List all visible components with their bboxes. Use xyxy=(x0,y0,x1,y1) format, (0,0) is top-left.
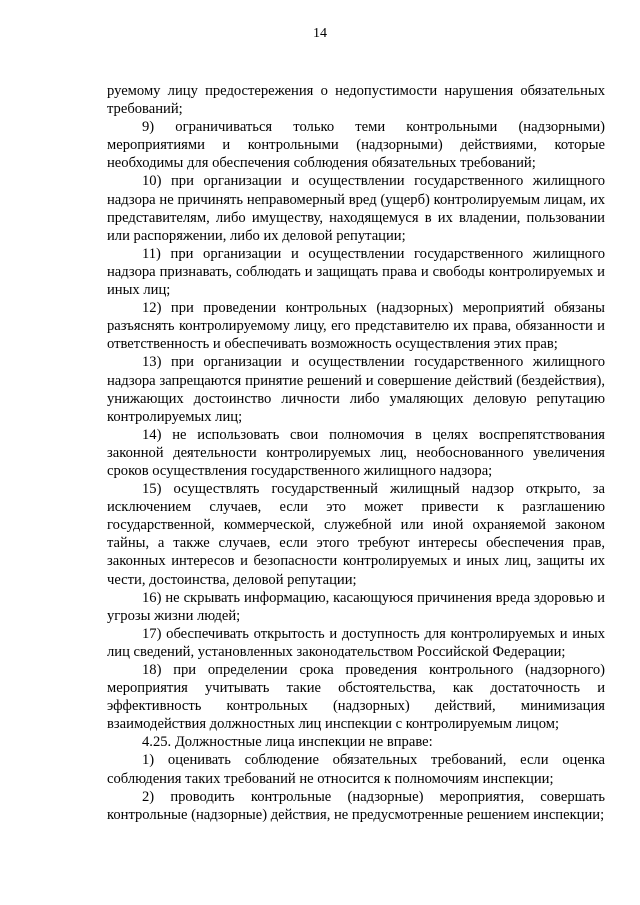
list-item-prohibited-1: 1) оценивать соблюдение обязательных требований, если оценка соблюдения таких требований не относится к полномочиям инспекции; xyxy=(107,752,605,787)
section-heading-4-25: 4.25. Должностные лица инспекции не вправе: xyxy=(142,734,433,751)
list-item-15: 15) осуществлять государственный жилищный надзор открыто, за исключением случаев, если это может привести к разглашению государственной, коммерческой, служебной или иной охраняемой законом тайны, а также случаев, если этого требуют интересы обеспечения прав, законных интересов и безопасности контролируемых и иных лиц, защиты их чести, достоинства, деловой репутации; xyxy=(107,481,605,588)
page-number: 14 xyxy=(313,26,327,41)
list-item-16: 16) не скрывать информацию, касающуюся причинения вреда здоровью и угрозы жизни людей; xyxy=(107,589,605,624)
paragraph-continuation: руемому лицу предостережения о недопустимости нарушения обязательных требований; xyxy=(107,83,605,118)
list-item-17: 17) обеспечивать открытость и доступность для контролируемых и иных лиц сведений, установленных законодательством Российской Федерации; xyxy=(107,625,605,660)
list-item-10: 10) при организации и осуществлении государственного жилищного надзора не причинять неправомерный вред (ущерб) контролируемым лицам, их представителям, либо имуществу, находящемуся в их владении, пользовании или распоряжении, либо их деловой репутации; xyxy=(107,173,605,244)
document-body xyxy=(107,82,605,824)
list-item-9: 9) ограничиваться только теми контрольными (надзорными) мероприятиями и контрольными (надзорными) действиями, которые необходимы для обеспечения соблюдения обязательных требований; xyxy=(107,119,605,172)
list-item-12: 12) при проведении контрольных (надзорных) мероприятий обязаны разъяснять контролируемому лицу, его представителю их права, обязанности и ответственность и обеспечивать возможность осуществления этих прав; xyxy=(107,300,605,353)
list-item-13: 13) при организации и осуществлении государственного жилищного надзора запрещаются принятие решений и совершение действий (бездействия), унижающих достоинство личности либо умаляющих деловую репутацию контролируемых лиц; xyxy=(107,354,605,425)
list-item-14: 14) не использовать свои полномочия в целях воспрепятствования законной деятельности контролируемых лиц, необоснованного увеличения сроков осуществления государственного жилищного надзора; xyxy=(107,426,605,479)
list-item-11: 11) при организации и осуществлении государственного жилищного надзора признавать, соблюдать и защищать права и свободы контролируемых и иных лиц; xyxy=(107,245,605,299)
list-item-18: 18) при определении срока проведения контрольного (надзорного) мероприятия учитывать такие обстоятельства, как достаточность и эффективность контрольных (надзорных) действий, минимизация взаимодействия должностных лиц инспекции с контролируемым лицом; xyxy=(107,662,605,733)
list-item-prohibited-2: 2) проводить контрольные (надзорные) мероприятия, совершать контрольные (надзорные) действия, не предусмотренные решением инспекции; xyxy=(107,788,605,823)
